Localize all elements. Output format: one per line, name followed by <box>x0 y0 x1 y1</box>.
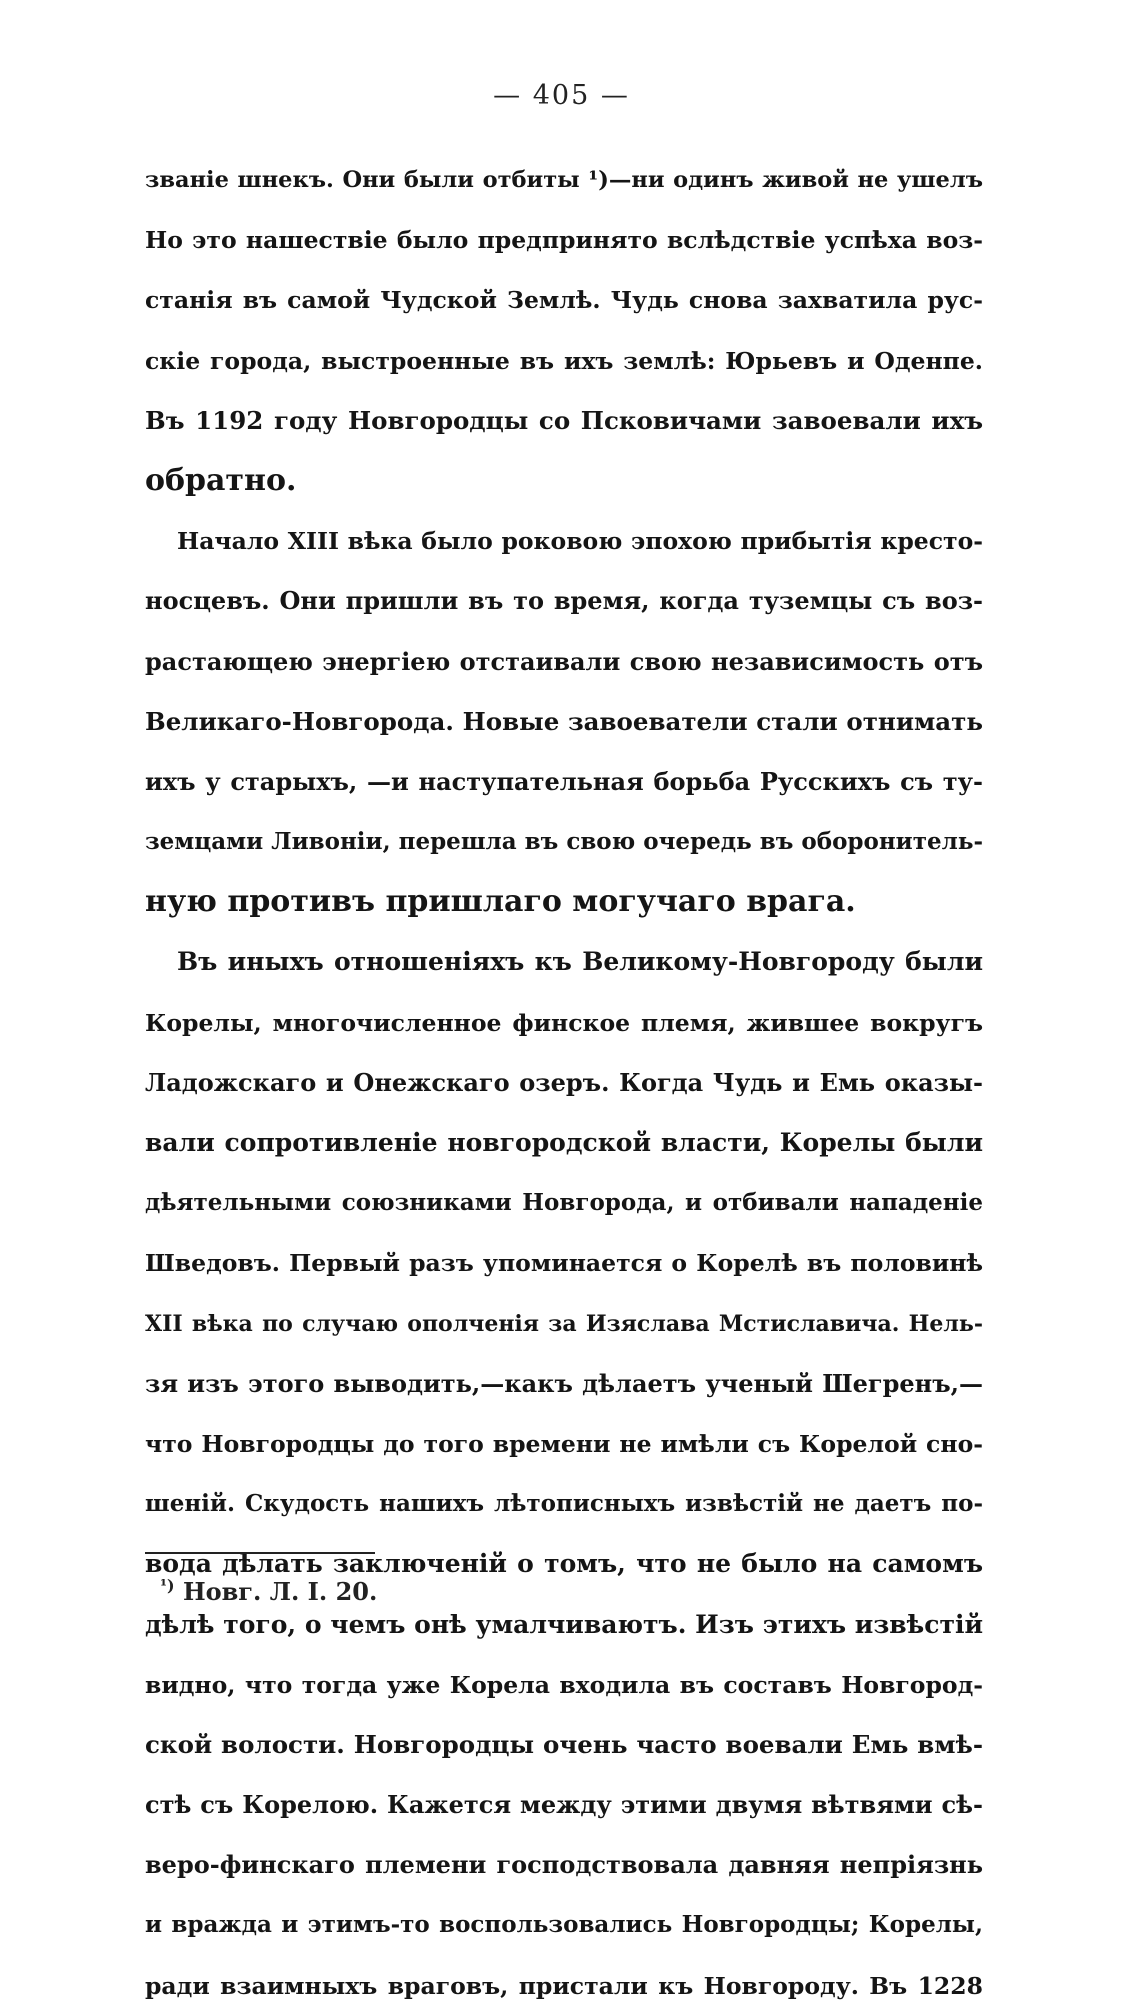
text-line: ской волости. Новгородцы очень часто воевали Емь вмѣ- <box>145 1729 983 1759</box>
text-line: зя изъ этого выводить,—какъ дѣлаетъ ученый Шегренъ,— <box>145 1368 983 1398</box>
body-text <box>145 150 983 2016</box>
text-line: Шведовъ. Первый разъ упоминается о Корелѣ въ половинѣ <box>145 1249 983 1278</box>
text-line: Ладожскаго и Онежскаго озеръ. Когда Чудь и Емь оказы- <box>145 1067 983 1097</box>
text-line: Начало XIII вѣка было роковою эпохою прибытія кресто- <box>177 527 983 556</box>
text-line: растающею энергіею отстаивали свою независимость отъ <box>145 646 983 676</box>
text-line: Корелы, многочисленное финское племя, жившее вокругъ <box>145 1008 983 1037</box>
text-line: шеній. Скудость нашихъ лѣтописныхъ извѣстій не даетъ по- <box>145 1490 983 1518</box>
text-line: видно, что тогда уже Корела входила въ составъ Новгород- <box>145 1670 983 1699</box>
text-line: Въ 1192 году Новгородцы со Псковичами завоевали ихъ <box>145 405 983 435</box>
text-line: что Новгородцы до того времени не имѣли съ Корелой сно- <box>145 1429 983 1458</box>
text-line: Великаго-Новгорода. Новые завоеватели стали отнимать <box>145 706 983 736</box>
text-line: Но это нашествіе было предпринято вслѣдствіе успѣха воз- <box>145 226 983 255</box>
text-line: ихъ у старыхъ, —и наступательная борьба Русскихъ съ ту- <box>145 766 983 796</box>
text-line: Въ иныхъ отношеніяхъ къ Великому-Новгороду были <box>177 947 983 977</box>
text-line: ради взаимныхъ враговъ, пристали къ Новгороду. Въ 1228 <box>145 1971 983 2000</box>
text-line: земцами Ливоніи, перешла въ свою очередь въ оборонитель- <box>145 828 983 856</box>
page-number: — 405 — <box>493 80 630 111</box>
text-line: и вражда и этимъ-то воспользовались Новгородцы; Корелы, <box>145 1911 983 1939</box>
text-line: вода дѣлать заключеній о томъ, что не было на самомъ <box>145 1549 983 1579</box>
text-line: станія въ самой Чудской Землѣ. Чудь снова захватила рус- <box>145 286 983 315</box>
text-line: ную противъ пришлаго могучаго врага. <box>145 884 856 920</box>
footnote-mark: ¹) <box>160 1576 175 1595</box>
text-line: вали сопротивленіе новгородской власти, Корелы были <box>145 1128 983 1157</box>
text-line: носцевъ. Они пришли въ то время, когда туземцы съ воз- <box>145 586 983 616</box>
footnote <box>160 1576 377 1606</box>
text-line: скіе города, выстроенные въ ихъ землѣ: Юрьевъ и Оденпе. <box>145 346 983 375</box>
text-line: веро-финскаго племени господствовала давняя непріязнь <box>145 1850 983 1880</box>
text-line: дѣлѣ того, о чемъ онѣ умалчиваютъ. Изъ этихъ извѣстій <box>145 1609 983 1639</box>
text-line: XII вѣка по случаю ополченія за Изяслава Мстиславича. Нель- <box>145 1310 983 1337</box>
footnote-text: Новг. Л. I. 20. <box>182 1577 378 1606</box>
text-line: дѣятельными союзниками Новгорода, и отбивали нападеніе <box>145 1189 983 1217</box>
text-line: стѣ съ Корелою. Кажется между этими двумя вѣтвями сѣ- <box>145 1790 983 1820</box>
text-line: обратно. <box>145 462 297 498</box>
footnote-divider <box>145 1552 375 1554</box>
text-line: званіе шнекъ. Они были отбиты ¹)—ни одинъ живой не ушелъ <box>145 167 983 193</box>
